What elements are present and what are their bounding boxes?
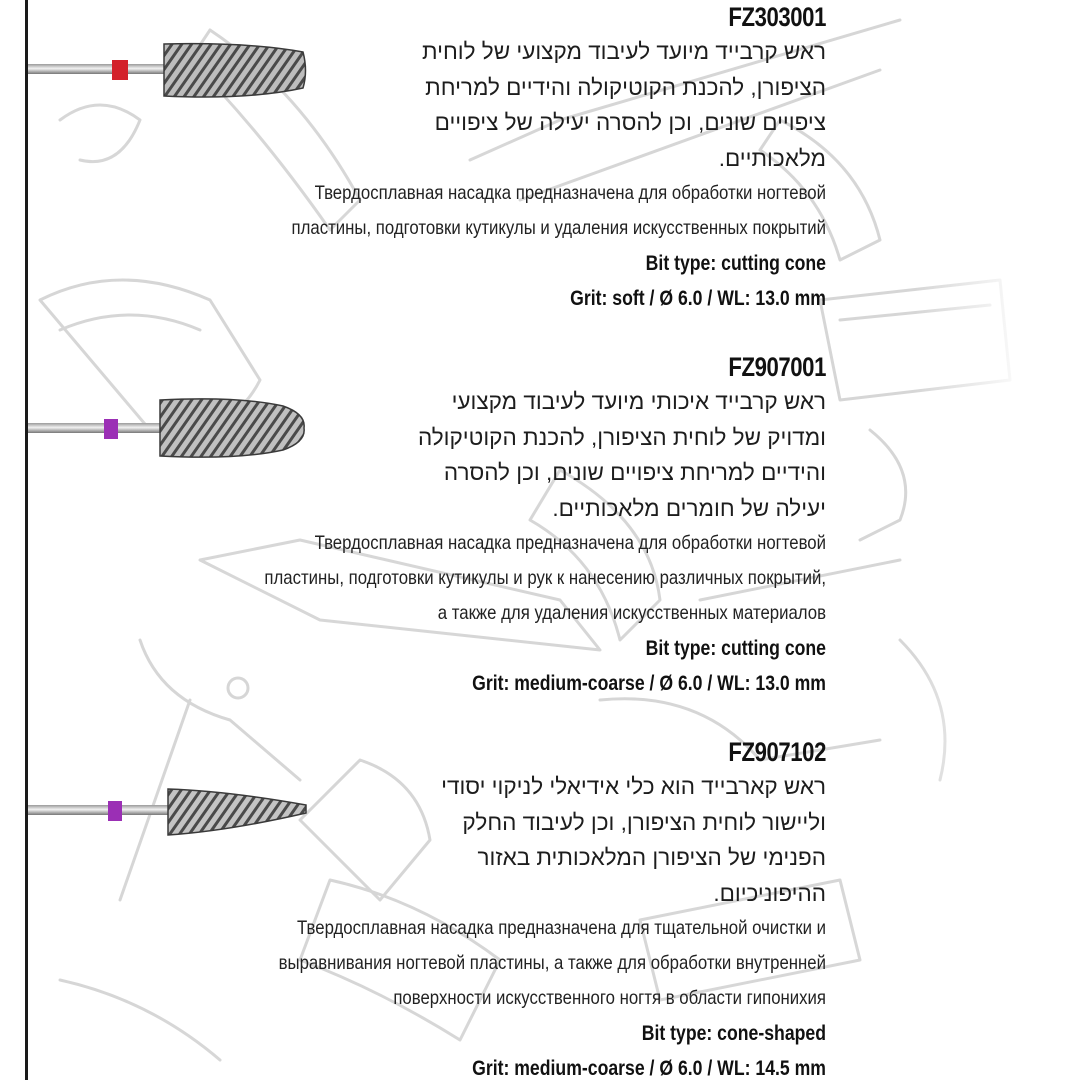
bit-type: Bit type: cone-shaped <box>641 1022 826 1045</box>
hebrew-description: ראש קרבייד מיועד לעיבוד מקצועי של לוחית הציפורן, להכנת הקוטיקולה והידיים למריחת ציפויים שונים, וכן להסרה יעילה של ציפויים מלאכותיים. <box>422 39 826 171</box>
bit-type: Bit type: cutting cone <box>645 637 826 660</box>
product-code: FZ907102 <box>728 737 826 767</box>
grit-spec: Grit: medium-coarse / Ø 6.0 / WL: 13.0 mm <box>472 672 826 695</box>
russian-description: Твердосплавная насадка предназначена для обработки ногтевой пластины, подготовки кутикулы и удаления искусственных покрытий <box>291 182 826 239</box>
russian-description: Твердосплавная насадка предназначена для тщательной очистки и выравнивания ногтевой пластины, а также для обработки внутренней поверхности искусственного ногтя в области гипонихия <box>278 917 826 1009</box>
product-code: FZ907001 <box>728 352 826 382</box>
grit-spec: Grit: soft / Ø 6.0 / WL: 13.0 mm <box>570 287 826 310</box>
grit-spec: Grit: medium-coarse / Ø 6.0 / WL: 14.5 mm <box>472 1057 826 1080</box>
hebrew-description: ראש קרבייד איכותי מיועד לעיבוד מקצועי ומדויק של לוחית הציפורן, להכנת הקוטיקולה והידיים למריחת ציפויים שונים, וכן להסרה יעילה של חומרים מלאכותיים. <box>417 389 826 521</box>
russian-description: Твердосплавная насадка предназначена для обработки ногтевой пластины, подготовки кутикулы и рук к нанесению различных покрытий, а также для удаления искусственных материалов <box>264 532 826 624</box>
vertical-divider <box>25 0 28 1080</box>
hebrew-description: ראש קארבייד הוא כלי אידיאלי לניקוי יסודי וליישור לוחית הציפורן, וכן לעיבוד החלק הפנימי של הציפורן המלאכותית באזור ההיפוניכיום. <box>441 774 826 906</box>
product-code: FZ303001 <box>728 2 826 32</box>
bit-type: Bit type: cutting cone <box>645 252 826 275</box>
background-fade <box>915 0 1080 1080</box>
